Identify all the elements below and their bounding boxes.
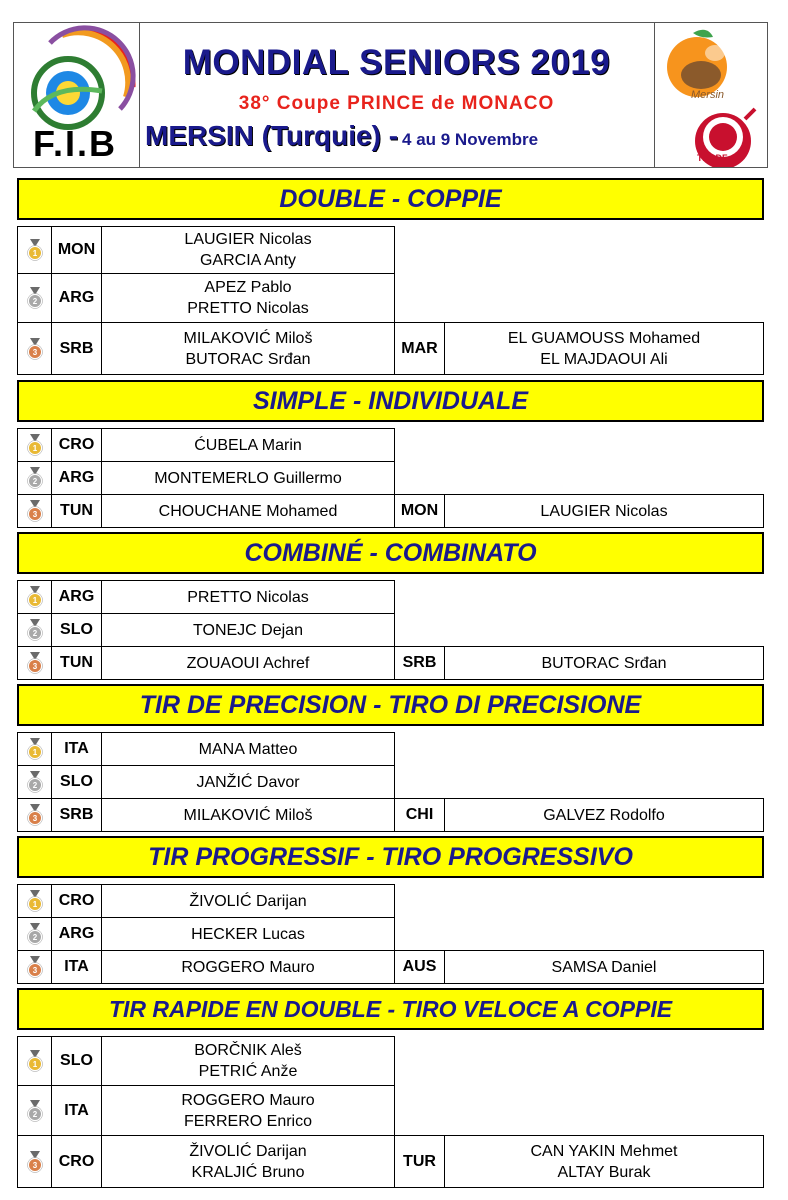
medal-cell xyxy=(17,732,52,766)
player-name: CAN YAKIN Mehmet xyxy=(530,1142,678,1160)
section-title: TIR PROGRESSIF - TIRO PROGRESSIVO xyxy=(17,836,764,878)
country-code: CRO xyxy=(51,884,102,918)
bronze-row xyxy=(17,646,764,680)
country-code: CRO xyxy=(51,1135,102,1188)
player-names xyxy=(101,428,395,462)
player-name: ALTAY Burak xyxy=(557,1163,651,1181)
medal-cell xyxy=(17,428,52,462)
bronze-medal-icon xyxy=(26,956,44,978)
player-name: APEZ Pablo xyxy=(204,279,292,296)
silver-row xyxy=(17,1085,764,1136)
medal-cell xyxy=(17,494,52,528)
silver-row xyxy=(17,461,764,495)
section-title: COMBINÉ - COMBINATO xyxy=(17,532,764,574)
fib-logo-text: F.I.B xyxy=(32,123,117,164)
player-name: EL MAJDAOUI Ali xyxy=(540,350,668,368)
svg-text:2: 2 xyxy=(32,933,37,942)
bronze-medal-icon xyxy=(26,1151,44,1173)
country-code: TUN xyxy=(51,646,102,680)
silver-medal-icon xyxy=(26,1100,44,1122)
gold-medal-icon xyxy=(26,434,44,456)
svg-text:1: 1 xyxy=(32,444,37,453)
player-name: BUTORAC Srđan xyxy=(541,654,667,672)
svg-text:1: 1 xyxy=(32,596,37,605)
svg-text:1: 1 xyxy=(32,1060,37,1069)
player-names xyxy=(101,1085,395,1136)
silver-row xyxy=(17,273,764,323)
section-title: SIMPLE - INDIVIDUALE xyxy=(17,380,764,422)
country-code: SRB xyxy=(51,798,102,832)
medal-cell xyxy=(17,613,52,647)
country-code: AUS xyxy=(394,950,445,984)
player-name: MANA Matteo xyxy=(198,740,298,758)
player-names xyxy=(101,613,395,647)
player-name: BUTORAC Srđan xyxy=(185,350,311,368)
gold-medal-icon xyxy=(26,738,44,760)
player-name: ROGGERO Mauro xyxy=(181,1091,315,1109)
svg-text:1: 1 xyxy=(32,900,37,909)
medal-cell xyxy=(17,765,52,799)
player-names xyxy=(101,950,395,984)
player-names xyxy=(101,461,395,495)
country-code: CHI xyxy=(394,798,445,832)
gold-medal-icon xyxy=(26,586,44,608)
gold-row xyxy=(17,580,764,614)
bronze-row xyxy=(17,494,764,528)
medal-cell xyxy=(17,580,52,614)
player-name: PETRIĆ Anže xyxy=(198,1063,298,1080)
silver-medal-icon xyxy=(26,467,44,489)
medal-cell xyxy=(17,1135,52,1188)
svg-text:3: 3 xyxy=(32,814,37,823)
header xyxy=(13,22,768,168)
gold-row xyxy=(17,226,764,274)
player-names xyxy=(101,1036,395,1086)
player-names xyxy=(101,494,395,528)
medal-cell xyxy=(17,917,52,951)
player-names xyxy=(101,765,395,799)
svg-text:3: 3 xyxy=(32,347,37,357)
bronze-row xyxy=(17,322,764,375)
country-code: SRB xyxy=(394,646,445,680)
medal-cell xyxy=(17,226,52,274)
medal-cell xyxy=(17,884,52,918)
silver-medal-icon xyxy=(26,619,44,641)
medal-cell xyxy=(17,322,52,375)
player-name: ROGGERO Mauro xyxy=(181,958,315,976)
player-names xyxy=(444,646,764,680)
player-name: JANŽIĆ Davor xyxy=(196,773,300,791)
country-code: ITA xyxy=(51,1085,102,1136)
player-name: GALVEZ Rodolfo xyxy=(543,806,665,824)
player-names xyxy=(101,798,395,832)
page-subtitle: 38° Coupe PRINCE de MONACO xyxy=(238,93,555,114)
country-code: ARG xyxy=(51,273,102,323)
player-name: ZOUAOUI Achref xyxy=(186,654,310,672)
country-code: ARG xyxy=(51,580,102,614)
player-name: CHOUCHANE Mohamed xyxy=(158,502,338,520)
medal-cell xyxy=(17,646,52,680)
bronze-row xyxy=(17,798,764,832)
sponsor-logos xyxy=(654,23,768,167)
player-name: MONTEMERLO Guillermo xyxy=(154,469,342,487)
country-code: TUR xyxy=(394,1135,445,1188)
player-name: ŽIVOLIĆ Darijan xyxy=(189,1142,307,1160)
silver-row xyxy=(17,765,764,799)
silver-medal-icon xyxy=(26,287,44,309)
country-code: TUN xyxy=(51,494,102,528)
header-titles xyxy=(139,23,654,167)
svg-text:2: 2 xyxy=(32,297,37,306)
medal-cell xyxy=(17,1085,52,1136)
svg-text:1: 1 xyxy=(32,748,37,757)
svg-text:1: 1 xyxy=(32,249,37,258)
player-name: HECKER Lucas xyxy=(191,925,305,943)
player-names xyxy=(101,580,395,614)
location-text: MERSIN (Turquie) - xyxy=(145,120,399,151)
medal-cell xyxy=(17,273,52,323)
country-code: ARG xyxy=(51,917,102,951)
player-names xyxy=(444,494,764,528)
bronze-row xyxy=(17,950,764,984)
medal-cell xyxy=(17,798,52,832)
player-names xyxy=(101,884,395,918)
silver-medal-icon xyxy=(26,923,44,945)
country-code: CRO xyxy=(51,428,102,462)
country-code: MAR xyxy=(394,322,445,375)
bronze-medal-icon xyxy=(26,652,44,674)
player-name: BORČNIK Aleš xyxy=(194,1042,302,1059)
player-name: TONEJC Dejan xyxy=(193,621,303,639)
gold-medal-icon xyxy=(26,239,44,261)
bronze-medal-icon xyxy=(26,500,44,522)
svg-text:3: 3 xyxy=(32,662,37,671)
fib-logo xyxy=(14,23,140,167)
svg-text:2: 2 xyxy=(32,781,37,790)
player-name: PRETTO Nicolas xyxy=(187,588,309,606)
player-names xyxy=(444,950,764,984)
svg-text:3: 3 xyxy=(32,1160,37,1170)
player-name: FERRERO Enrico xyxy=(183,1112,313,1130)
country-code: ITA xyxy=(51,732,102,766)
silver-medal-icon xyxy=(26,771,44,793)
bronze-medal-icon xyxy=(26,804,44,826)
player-names xyxy=(101,273,395,323)
player-name: ĆUBELA Marin xyxy=(194,436,302,454)
medal-cell xyxy=(17,950,52,984)
player-name: EL GUAMOUSS Mohamed xyxy=(507,329,701,347)
silver-row xyxy=(17,613,764,647)
gold-row xyxy=(17,428,764,462)
gold-row xyxy=(17,1036,764,1086)
player-name: LAUGIER Nicolas xyxy=(540,502,668,520)
section-title: DOUBLE - COPPIE xyxy=(17,178,764,220)
player-names xyxy=(101,226,395,274)
svg-text:2: 2 xyxy=(32,1109,37,1119)
section-title: TIR DE PRECISION - TIRO DI PRECISIONE xyxy=(17,684,764,726)
country-code: ITA xyxy=(51,950,102,984)
country-code: SRB xyxy=(51,322,102,375)
bronze-row xyxy=(17,1135,764,1188)
player-names xyxy=(101,732,395,766)
player-name: KRALJIĆ Bruno xyxy=(191,1163,305,1181)
country-code: MON xyxy=(394,494,445,528)
country-code: SLO xyxy=(51,1036,102,1086)
dates-text: 4 au 9 Novembre xyxy=(402,130,539,149)
gold-medal-icon xyxy=(26,890,44,912)
silver-row xyxy=(17,917,764,951)
page-title: MONDIAL SENIORS 2019 xyxy=(182,43,611,82)
player-names xyxy=(101,1135,395,1188)
player-names xyxy=(444,798,764,832)
player-names xyxy=(444,322,764,375)
event-location xyxy=(145,120,538,152)
medal-cell xyxy=(17,461,52,495)
country-code: SLO xyxy=(51,765,102,799)
player-names xyxy=(101,322,395,375)
medal-cell xyxy=(17,1036,52,1086)
svg-text:3: 3 xyxy=(32,510,37,519)
player-name: MILAKOVIĆ Miloš xyxy=(183,329,313,347)
player-names xyxy=(101,646,395,680)
svg-text:2: 2 xyxy=(32,629,37,638)
player-name: PRETTO Nicolas xyxy=(187,300,309,317)
player-name: GARCIA Anty xyxy=(199,252,297,269)
player-names xyxy=(101,917,395,951)
section-title: TIR RAPIDE EN DOUBLE - TIRO VELOCE A COPPIE xyxy=(17,988,764,1030)
country-code: MON xyxy=(51,226,102,274)
player-names xyxy=(444,1135,764,1188)
player-name: SAMSA Daniel xyxy=(551,958,657,976)
player-name: ŽIVOLIĆ Darijan xyxy=(189,892,307,910)
tbbdf-logo-text: TBBDF xyxy=(697,153,728,163)
country-code: SLO xyxy=(51,613,102,647)
country-code: ARG xyxy=(51,461,102,495)
svg-text:2: 2 xyxy=(32,477,37,486)
gold-row xyxy=(17,884,764,918)
player-name: MILAKOVIĆ Miloš xyxy=(183,806,313,824)
svg-text:3: 3 xyxy=(32,966,37,975)
bronze-medal-icon xyxy=(26,338,44,360)
player-name: LAUGIER Nicolas xyxy=(184,231,312,248)
gold-medal-icon xyxy=(26,1050,44,1072)
mersin-logo-text: Mersin xyxy=(691,89,725,101)
gold-row xyxy=(17,732,764,766)
